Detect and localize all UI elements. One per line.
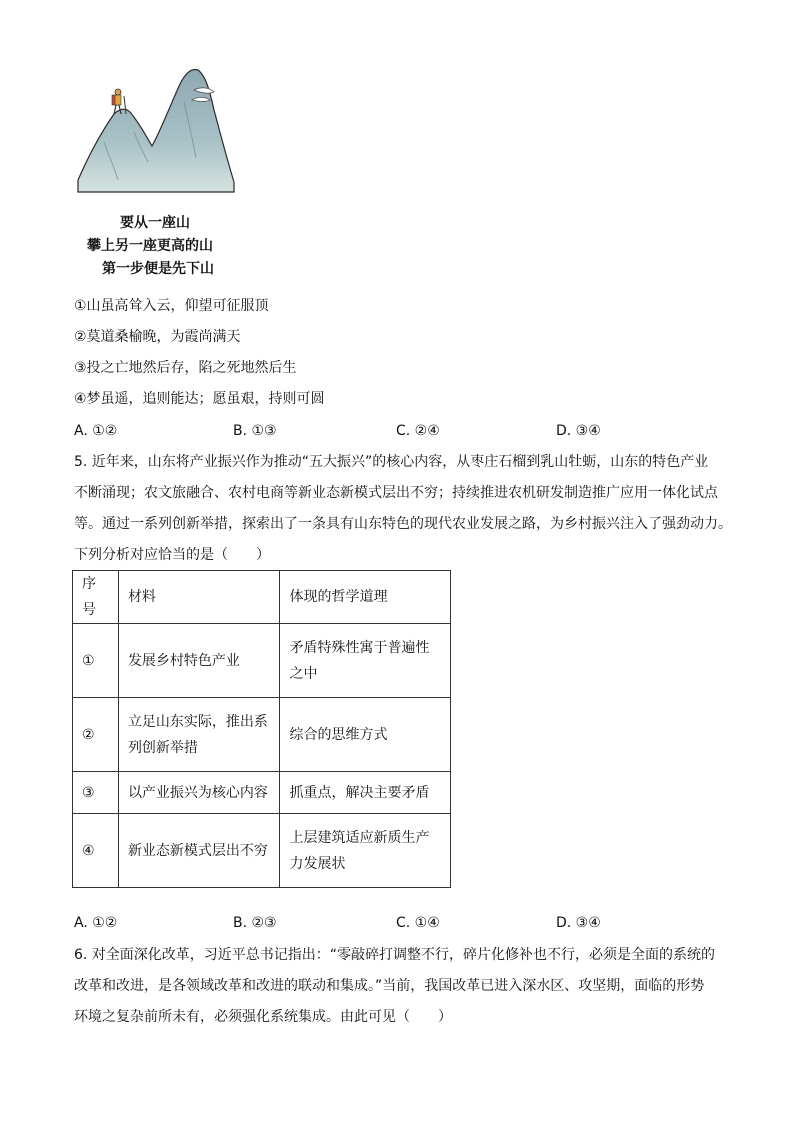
q4-statement-4: ④梦虽遥，追则能达；愿虽艰，持则可圆 xyxy=(74,391,325,407)
row-material: 新业态新模式层出不穷 xyxy=(118,814,280,888)
q4-option-a[interactable]: A. ①② xyxy=(74,423,118,439)
q4-option-b[interactable]: B. ①③ xyxy=(233,423,277,439)
caption-line-2: 攀上另一座更高的山 xyxy=(87,238,213,254)
row-principle: 上层建筑适应新质生产力发展状 xyxy=(280,814,451,888)
row-no: ④ xyxy=(73,814,119,888)
row-principle: 抓重点，解决主要矛盾 xyxy=(280,772,451,814)
row-principle: 综合的思维方式 xyxy=(280,698,451,772)
caption-line-3: 第一步便是先下山 xyxy=(102,261,214,277)
q4-option-c[interactable]: C. ②④ xyxy=(396,423,440,439)
row-principle: 矛盾特殊性寓于普遍性之中 xyxy=(280,624,451,698)
q4-statement-2: ②莫道桑榆晚，为霞尚满天 xyxy=(74,329,241,345)
row-no: ① xyxy=(73,624,119,698)
q4-statement-3: ③投之亡地然后存，陷之死地然后生 xyxy=(74,360,297,376)
table-row xyxy=(73,698,451,772)
table-row xyxy=(73,772,451,814)
row-no: ② xyxy=(73,698,119,772)
table-row xyxy=(73,814,451,888)
q5-stem-line-1: 5. 近年来，山东将产业振兴作为推动“五大振兴”的核心内容，从枣庄石榴到乳山牡蛎，山东的特色产业 xyxy=(74,454,709,470)
row-material: 以产业振兴为核心内容 xyxy=(118,772,280,814)
header-principle: 体现的哲学道理 xyxy=(280,571,451,624)
header-no: 序号 xyxy=(73,571,119,624)
q6-stem-line-1: 6. 对全面深化改革，习近平总书记指出：“零敲碎打调整不行，碎片化修补也不行，必须是全面的系统的 xyxy=(74,947,716,963)
row-material: 发展乡村特色产业 xyxy=(118,624,280,698)
q5-option-c[interactable]: C. ①④ xyxy=(396,915,440,931)
q6-stem-line-2: 改革和改进，是各领域改革和改进的联动和集成。”当前，我国改革已进入深水区、攻坚期，面临的形势 xyxy=(74,978,705,994)
q5-option-a[interactable]: A. ①② xyxy=(74,915,118,931)
q5-stem-line-3: 等。通过一系列创新举措，探索出了一条具有山东特色的现代农业发展之路，为乡村振兴注入了强劲动力。 xyxy=(74,516,732,532)
q6-stem-line-3: 环境之复杂前所未有，必须强化系统集成。由此可见（ ） xyxy=(74,1009,452,1025)
q5-option-b[interactable]: B. ②③ xyxy=(233,915,277,931)
mountain-drawing xyxy=(74,62,244,212)
caption-line-1: 要从一座山 xyxy=(120,215,190,231)
row-material: 立足山东实际，推出系列创新举措 xyxy=(118,698,280,772)
q5-stem-line-2: 不断涌现；农文旅融合、农村电商等新业态新模式层出不穷；持续推进农机研发制造推广应用一体化试点 xyxy=(74,485,718,501)
q5-table xyxy=(72,570,451,888)
q5-option-d[interactable]: D. ③④ xyxy=(556,915,601,931)
q5-stem-line-4: 下列分析对应恰当的是（ ） xyxy=(74,547,270,563)
row-no: ③ xyxy=(73,772,119,814)
table-row xyxy=(73,624,451,698)
q4-statement-1: ①山虽高耸入云，仰望可征服顶 xyxy=(74,298,269,314)
q4-option-d[interactable]: D. ③④ xyxy=(556,423,601,439)
header-material: 材料 xyxy=(118,571,280,624)
table-header-row xyxy=(73,571,451,624)
mountain-illustration xyxy=(74,62,244,288)
